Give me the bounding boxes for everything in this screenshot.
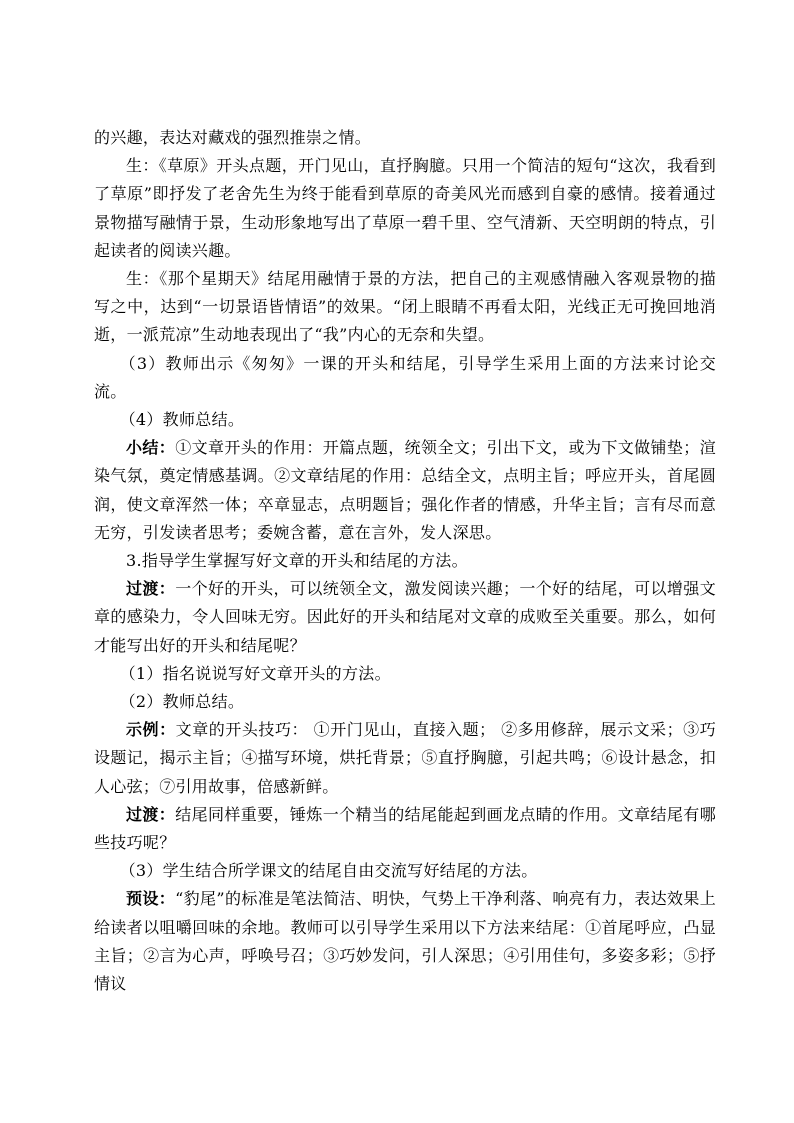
document-body [94,124,716,998]
paragraph-text: ①文章开头的作用：开篇点题，统领全文；引出下文，或为下文做铺垫；渲染气氛，奠定情感基调。②文章结尾的作用：总结全文，点明主旨；呼应开头，首尾圆润，使文章浑然一体；卒章显志，点明题旨；强化作者的情感，升华主旨；言有尽而意无穷，引发读者思考；委婉含蓄，意在言外，发人深思。 [94,438,717,542]
paragraph-example [94,716,716,801]
paragraph-text: 的兴趣，表达对藏戏的强烈推崇之情。 [94,128,372,147]
paragraph-text: （3）学生结合所学课文的结尾自由交流写好结尾的方法。 [119,861,538,881]
paragraph-text: 生：《那个星期天》结尾用融情于景的方法，把自己的主观感情融入客观景物的描写之中，达到“一切景语皆情语”的效果。“闭上眼睛不再看太阳，光线正无可挽回地消逝，一派荒凉”生动地表现出了“我”内心的无奈和失望。 [94,269,716,345]
paragraph-summary [94,434,716,547]
paragraph-step-3 [94,350,716,406]
paragraph-continuation [94,124,716,152]
paragraph-section-3 [94,547,716,575]
paragraph-text: （1）指名说说写好文章开头的方法。 [119,663,391,683]
paragraph-text: 生：《草原》开头点题，开门见山，直抒胸臆。只用一个简洁的短句“这次，我看到了草原”即抒发了老舍先生为终于能看到草原的奇美风光而感到自豪的感情。接着通过景物描写融情于景，生动形象地写出了草原一碧千里、空气清新、天空明朗的特点，引起读者的阅读兴趣。 [94,156,716,260]
paragraph-step-3b [94,857,716,885]
paragraph-text: “豹尾”的标准是笔法简洁、明快，气势上干净利落、响亮有力，表达效果上给读者以咀嚼回味的余地。教师可以引导学生采用以下方法来结尾：①首尾呼应，凸显主旨；②言为心声，呼唤号召；③巧妙发问，引人深思；④引用佳句，多姿多彩；⑤抒情议 [94,889,717,994]
paragraph-student-caoyuan [94,152,716,265]
paragraph-text: 一个好的开头，可以统领全文，激发阅读兴趣；一个好的结尾，可以增强文章的感染力，令人回味无穷。因此好的开头和结尾对文章的成败至关重要。那么，如何才能写出好的开头和结尾呢？ [94,579,717,655]
paragraph-step-4 [94,406,716,434]
paragraph-label: 示例： [126,720,176,740]
paragraph-text: （2）教师总结。 [119,692,245,712]
paragraph-label: 过渡： [126,579,176,599]
paragraph-text: （3）教师出示《匆匆》一课的开头和结尾，引导学生采用上面的方法来讨论交流。 [94,353,716,401]
paragraph-text: 结尾同样重要，锤炼一个精当的结尾能起到画龙点睛的作用。文章结尾有哪些技巧呢？ [94,804,717,853]
paragraph-student-xingqitian [94,265,716,350]
paragraph-step-1 [94,660,716,688]
paragraph-transition-1 [94,575,716,660]
paragraph-transition-2 [94,801,716,857]
paragraph-preset [94,885,716,998]
paragraph-label: 过渡： [126,804,176,824]
paragraph-step-2 [94,688,716,716]
paragraph-text: 文章的开头技巧： ①开门见山，直接入题； ②多用修辞，展示文采；③巧设题记，揭示主旨；④描写环境，烘托背景；⑤直抒胸臆，引起共鸣；⑥设计悬念，扣人心弦；⑦引用故事，倍感新鲜。 [94,720,717,796]
paragraph-label: 小结： [126,438,176,458]
paragraph-label: 预设： [126,889,176,909]
paragraph-text: 3.指导学生掌握写好文章的开头和结尾的方法。 [126,551,468,571]
paragraph-text: （4）教师总结。 [119,410,245,430]
